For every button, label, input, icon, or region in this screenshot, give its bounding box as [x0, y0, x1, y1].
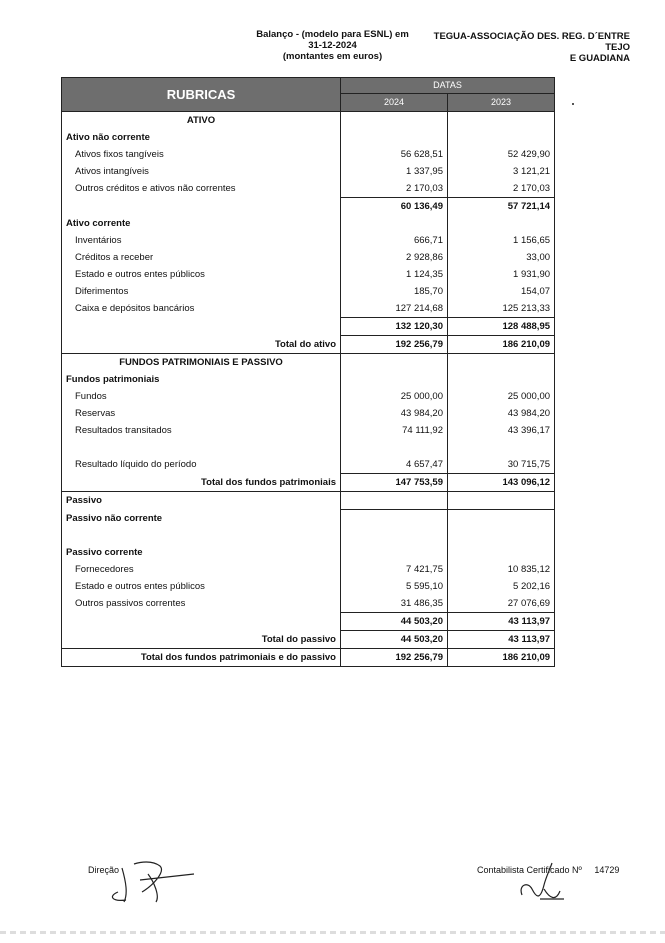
table-row: [62, 492, 555, 510]
row-label: Ativo corrente: [62, 215, 341, 232]
value-2024: 74 111,92: [341, 422, 448, 439]
row-label: Créditos a receber: [62, 249, 341, 266]
value-2023: [448, 544, 555, 561]
stray-dot: [572, 103, 574, 105]
value-2024: [341, 112, 448, 130]
row-label: Caixa e depósitos bancários: [62, 300, 341, 318]
row-label: Passivo não corrente: [62, 510, 341, 528]
value-2023: 128 488,95: [448, 318, 555, 336]
table-row: [62, 146, 555, 163]
row-label: Fundos patrimoniais: [62, 371, 341, 388]
row-label: FUNDOS PATRIMONIAIS E PASSIVO: [62, 354, 341, 372]
table-row: [62, 422, 555, 439]
value-2023: 43 396,17: [448, 422, 555, 439]
value-2024: [341, 354, 448, 372]
header-year-2023: 2023: [448, 94, 555, 112]
value-2023: 43 113,97: [448, 613, 555, 631]
value-2024: [341, 129, 448, 146]
value-2023: [448, 129, 555, 146]
page-bottom-edge: [0, 931, 665, 934]
organization-name: [416, 31, 630, 64]
row-label: Inventários: [62, 232, 341, 249]
contabilista-number: 14729: [594, 865, 620, 875]
table-row: [62, 232, 555, 249]
value-2024: 1 337,95: [341, 163, 448, 180]
value-2024: 147 753,59: [341, 474, 448, 492]
table-row: [62, 129, 555, 146]
row-label: [62, 527, 341, 544]
table-row: [62, 112, 555, 130]
header-rubricas: RUBRICAS: [62, 78, 341, 112]
row-label: Estado e outros entes públicos: [62, 266, 341, 283]
table-row: [62, 388, 555, 405]
value-2024: [341, 510, 448, 528]
value-2024: 192 256,79: [341, 649, 448, 667]
row-label: Diferimentos: [62, 283, 341, 300]
value-2023: [448, 215, 555, 232]
table-row: [62, 163, 555, 180]
row-label: [62, 198, 341, 216]
table-row: [62, 266, 555, 283]
table-row: [62, 510, 555, 528]
document-title: [250, 29, 415, 62]
value-2024: 44 503,20: [341, 613, 448, 631]
row-label: [62, 318, 341, 336]
value-2023: 143 096,12: [448, 474, 555, 492]
table-row: [62, 405, 555, 422]
table-row: [62, 318, 555, 336]
table-row: [62, 439, 555, 456]
row-label: Fundos: [62, 388, 341, 405]
value-2023: 43 113,97: [448, 631, 555, 649]
table-row: [62, 249, 555, 266]
value-2024: [341, 439, 448, 456]
value-2023: 3 121,21: [448, 163, 555, 180]
row-label: Fornecedores: [62, 561, 341, 578]
value-2024: 5 595,10: [341, 578, 448, 595]
value-2024: 192 256,79: [341, 336, 448, 354]
value-2024: [341, 215, 448, 232]
row-label: Estado e outros entes públicos: [62, 578, 341, 595]
value-2024: [341, 492, 448, 510]
table-row: [62, 527, 555, 544]
table-row: [62, 561, 555, 578]
value-2023: 2 170,03: [448, 180, 555, 198]
table-row: [62, 456, 555, 474]
row-label: Reservas: [62, 405, 341, 422]
table-row: [62, 198, 555, 216]
row-label: Outros créditos e ativos não correntes: [62, 180, 341, 198]
value-2023: [448, 492, 555, 510]
row-label: Total dos fundos patrimoniais: [62, 474, 341, 492]
table-row: [62, 578, 555, 595]
value-2023: [448, 371, 555, 388]
table-row: [62, 371, 555, 388]
row-label: Total dos fundos patrimoniais e do passivo: [62, 649, 341, 667]
org-line-2: E GUADIANA: [569, 53, 630, 64]
value-2023: 186 210,09: [448, 649, 555, 667]
title-line-2: 31-12-2024: [308, 40, 357, 51]
value-2024: [341, 544, 448, 561]
value-2024: 2 928,86: [341, 249, 448, 266]
value-2024: 44 503,20: [341, 631, 448, 649]
table-row: [62, 544, 555, 561]
value-2023: [448, 354, 555, 372]
title-line-1: Balanço - (modelo para ESNL) em: [256, 29, 409, 40]
value-2023: [448, 439, 555, 456]
value-2023: 5 202,16: [448, 578, 555, 595]
value-2023: 27 076,69: [448, 595, 555, 613]
balance-sheet-table: [61, 77, 555, 667]
table-row: [62, 595, 555, 613]
value-2024: 666,71: [341, 232, 448, 249]
value-2023: 1 931,90: [448, 266, 555, 283]
header-datas: DATAS: [341, 78, 555, 94]
value-2023: 30 715,75: [448, 456, 555, 474]
value-2023: 10 835,12: [448, 561, 555, 578]
value-2023: [448, 527, 555, 544]
value-2023: 33,00: [448, 249, 555, 266]
value-2024: 25 000,00: [341, 388, 448, 405]
table-row: [62, 474, 555, 492]
row-label: ATIVO: [62, 112, 341, 130]
row-label: Ativo não corrente: [62, 129, 341, 146]
value-2024: 127 214,68: [341, 300, 448, 318]
contabilista-signature: [510, 855, 580, 910]
row-label: Passivo: [62, 492, 341, 510]
row-label: Resultado líquido do período: [62, 456, 341, 474]
value-2023: 186 210,09: [448, 336, 555, 354]
value-2023: [448, 510, 555, 528]
direcao-label: Direção: [88, 865, 120, 875]
value-2023: 1 156,65: [448, 232, 555, 249]
value-2024: 132 120,30: [341, 318, 448, 336]
row-label: [62, 613, 341, 631]
value-2024: 185,70: [341, 283, 448, 300]
table-row: [62, 631, 555, 649]
table-row: [62, 300, 555, 318]
value-2024: 4 657,47: [341, 456, 448, 474]
table-row: [62, 336, 555, 354]
row-label: Ativos intangíveis: [62, 163, 341, 180]
value-2024: 31 486,35: [341, 595, 448, 613]
value-2024: 60 136,49: [341, 198, 448, 216]
value-2024: 43 984,20: [341, 405, 448, 422]
contabilista-text: Contabilista Certificado Nº: [477, 865, 582, 875]
table-row: [62, 180, 555, 198]
table-row: [62, 283, 555, 300]
value-2024: 56 628,51: [341, 146, 448, 163]
table-row: [62, 354, 555, 372]
value-2024: [341, 527, 448, 544]
value-2024: 7 421,75: [341, 561, 448, 578]
value-2023: 125 213,33: [448, 300, 555, 318]
value-2023: 57 721,14: [448, 198, 555, 216]
value-2023: 25 000,00: [448, 388, 555, 405]
value-2023: 52 429,90: [448, 146, 555, 163]
value-2023: 154,07: [448, 283, 555, 300]
header-year-2024: 2024: [341, 94, 448, 112]
row-label: Total do passivo: [62, 631, 341, 649]
value-2024: 2 170,03: [341, 180, 448, 198]
row-label: Resultados transitados: [62, 422, 341, 439]
value-2024: [341, 371, 448, 388]
value-2024: 1 124,35: [341, 266, 448, 283]
value-2023: [448, 112, 555, 130]
row-label: Ativos fixos tangíveis: [62, 146, 341, 163]
row-label: Passivo corrente: [62, 544, 341, 561]
row-label: Outros passivos correntes: [62, 595, 341, 613]
row-label: [62, 439, 341, 456]
row-label: Total do ativo: [62, 336, 341, 354]
org-line-1: TEGUA-ASSOCIAÇÃO DES. REG. D´ENTRE TEJO: [433, 31, 630, 53]
value-2023: 43 984,20: [448, 405, 555, 422]
table-row: [62, 613, 555, 631]
table-row: [62, 215, 555, 232]
table-row: [62, 649, 555, 667]
title-line-3: (montantes em euros): [282, 51, 383, 62]
direcao-signature: [104, 852, 224, 912]
